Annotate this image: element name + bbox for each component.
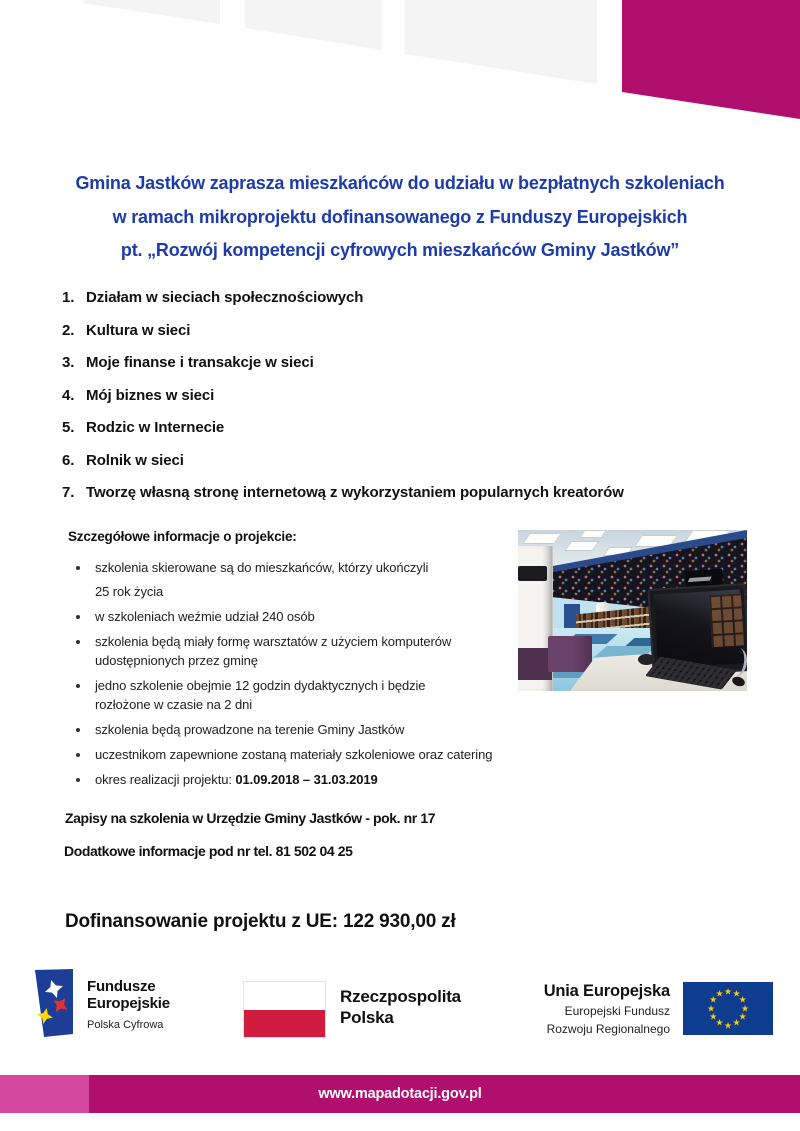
topic-item-7: 7. Tworzę własną stronę internetową z wykorzystaniem popularnych kreatorów [62,484,624,501]
photo-pillar-vent [518,566,547,581]
eu-star-icon: ★ [715,1017,724,1028]
signup-line: Zapisy na szkolenia w Urzędzie Gminy Jastków - pok. nr 17 [65,810,436,826]
header-stripe-magenta [622,0,800,119]
header-stripe-2 [245,0,382,50]
poland-flag-red [244,1010,325,1038]
eu-logo-text [544,981,670,1037]
topic-label: Mój biznes w sieci [86,386,215,404]
eu-star-icon: ★ [706,1003,716,1013]
details-bullet-list [76,558,516,795]
detail-bullet-3: szkolenia będą miały formę warsztatów z użyciem komputerów udostępnionych przez gminę [76,632,516,670]
fe-subtitle: Polska Cyfrowa [87,1019,164,1031]
topic-item-4: 4. Mój biznes w sieci [62,386,215,404]
fe-title-line-2: Europejskie [87,994,170,1012]
bullet-dot-icon [76,728,80,732]
eu-star-icon: ★ [709,1011,718,1022]
eu-star-icon: ★ [715,988,724,999]
topic-item-1: 1. Działam w sieciach społecznościowych [62,289,364,306]
poland-flag-icon [243,981,326,1038]
page-title [0,167,800,268]
bullet-dot-icon [76,778,80,782]
detail-bullet-2: w szkoleniach weźmie udział 240 osób [76,607,516,626]
poland-logo-text [340,986,461,1028]
bottom-bar-url: www.mapadotacji.gov.pl [318,1086,482,1102]
topic-label: Moje finanse i transakcje w sieci [86,354,314,371]
details-heading: Szczegółowe informacje o projekcie: [68,529,297,544]
bullet-dot-icon [76,640,80,644]
poland-flag-white [244,982,325,1010]
topic-item-2: 2. Kultura w sieci [62,321,191,339]
bottom-bar [0,1075,800,1113]
photo-headset [638,654,655,665]
eu-star-icon: ★ [732,988,741,999]
detail-bullet-5: szkolenia będą prowadzone na terenie Gminy Jastków [76,720,516,739]
topic-item-5: 5. Rodzic w Internecie [62,419,225,436]
title-line-1: Gmina Jastków zaprasza mieszkańców do udziału w bezpłatnych szkoleniach [75,173,725,193]
detail-bullet-7: okres realizacji projektu: 01.09.2018 – 31.03.2019 [76,770,516,789]
detail-bullet-6: uczestnikom zapewnione zostaną materiały szkoleniowe oraz catering [76,745,516,764]
fundusze-europejskie-flag-icon [35,969,73,1037]
header-stripe-3 [405,0,597,84]
eu-star-icon: ★ [709,994,718,1005]
detail-bullet-1: szkolenia skierowane są do mieszkańców, którzy ukończyli 25 rok życia [76,558,516,601]
topic-label: Rodzic w Internecie [86,419,225,436]
computer-lab-photo [518,530,747,691]
topic-label: Działam w sieciach społecznościowych [86,289,364,306]
header-stripe-1 [83,0,220,24]
bullet-dot-icon [76,615,80,619]
topic-item-3: 3. Moje finanse i transakcje w sieci [62,354,314,371]
header-decoration [0,0,800,130]
eu-subtitle-line-2: Rozwoju Regionalnego [546,1022,670,1036]
fe-flag-shape [35,969,73,1037]
tv-glare [688,576,712,582]
title-line-2: w ramach mikroprojektu dofinansowanego z Funduszy Europejskich [112,206,688,227]
eu-star-icon: ★ [738,1011,747,1022]
poland-line-2: Polska [340,1008,394,1027]
funding-line: Dofinansowanie projektu z UE: 122 930,00 zł [65,911,456,932]
photo-ottoman [518,648,552,680]
phone-info-line: Dodatkowe informacje pod nr tel. 81 502 04 25 [64,843,353,859]
eu-star-icon: ★ [740,1003,750,1013]
eu-title: Unia Europejska [543,982,670,1000]
bullet-dot-icon [76,566,80,570]
topic-label: Tworzę własną stronę internetową z wykorzystaniem popularnych kreatorów [86,484,624,501]
bullet-dot-icon [76,684,80,688]
eu-flag-icon [683,982,773,1035]
fe-title-line-1: Fundusze [87,978,156,995]
screen-reflection [709,593,744,647]
topics-list [62,288,624,516]
eu-star-icon: ★ [738,994,747,1005]
title-line-3: pt. „Rozwój kompetencji cyfrowych mieszkańców Gminy Jastków” [120,240,680,260]
topic-label: Rolnik w sieci [86,451,184,469]
photo-ottoman [548,636,592,672]
topic-label: Kultura w sieci [86,321,191,339]
detail-bullet-4: jedno szkolenie obejmie 12 godzin dydaktycznych i będzie rozłożone w czasie na 2 dni [76,676,516,714]
topic-item-6: 6. Rolnik w sieci [62,451,184,469]
eu-star-icon: ★ [723,986,733,996]
eu-star-icon: ★ [732,1017,741,1028]
eu-subtitle-line-1: Europejski Fundusz [564,1004,670,1018]
eu-star-icon: ★ [723,1020,733,1030]
fe-logo-text [87,979,170,1031]
poland-line-1: Rzeczpospolita [340,987,461,1006]
bullet-dot-icon [76,753,80,757]
